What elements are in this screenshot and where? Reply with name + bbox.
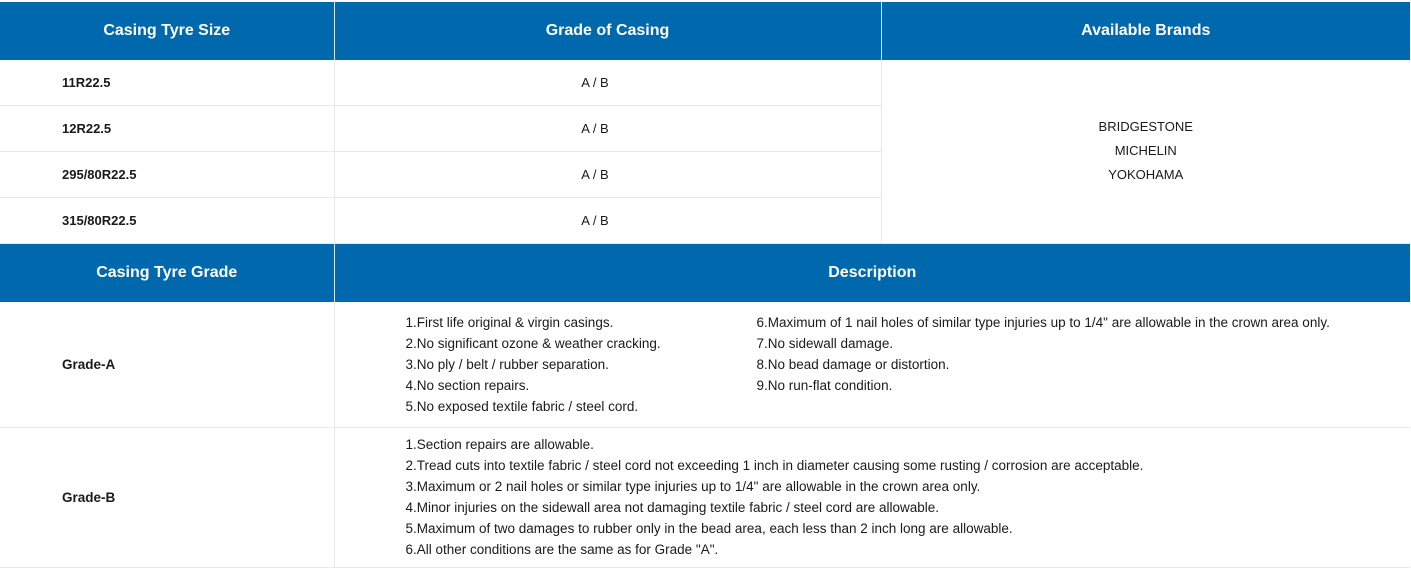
criteria-line: 4.Minor injuries on the sidewall area not damaging textile fabric / steel cord are allowable. [405,500,940,515]
criteria-line: 2.Tread cuts into textile fabric / steel cord not exceeding 1 inch in diameter causing some rusting / corrosion are acceptable. [405,458,1144,473]
grade-b-name: Grade-B [0,427,334,567]
brand-name: YOKOHAMA [1108,166,1184,182]
criteria-line: 5.Maximum of two damages to rubber only in the bead area, each less than 2 inch long are allowable. [405,521,1013,536]
criteria-line: 3.No ply / belt / rubber separation. [405,356,609,372]
tyre-size-cell: 295/80R22.5 [0,152,334,198]
brand-name: MICHELIN [1114,142,1177,158]
header-casing-tyre-grade: Casing Tyre Grade [0,244,334,302]
grade-a-name: Grade-A [0,302,334,427]
criteria-line: 2.No significant ozone & weather cracking. [405,335,661,351]
header-description: Description [334,244,1410,302]
casing-grade-table [0,244,1410,568]
criteria-line: 5.No exposed textile fabric / steel cord. [405,398,639,414]
header-grade-of-casing: Grade of Casing [334,1,881,60]
criteria-line: 8.No bead damage or distortion. [756,356,950,372]
criteria-line: 4.No section repairs. [405,377,530,393]
table-row-grade-a [0,302,1410,427]
size-table-header [0,1,1410,60]
casing-grade-cell: A / B [334,198,881,244]
criteria-line: 3.Maximum or 2 nail holes or similar type injuries up to 1/4" are allowable in the crown area only. [405,479,981,494]
tyre-size-cell: 12R22.5 [0,106,334,152]
casing-grade-cell: A / B [334,106,881,152]
criteria-line: 1.First life original & virgin casings. [405,314,614,330]
criteria-line: 1.Section repairs are allowable. [405,437,594,452]
criteria-line: 7.No sidewall damage. [756,335,894,351]
header-casing-tyre-size: Casing Tyre Size [0,1,334,60]
casing-size-table [0,0,1410,244]
table-row-grade-b [0,427,1410,567]
casing-grade-cell: A / B [334,152,881,198]
casing-grade-cell: A / B [334,60,881,106]
grade-table-header [0,244,1410,302]
grade-a-criteria-col-2 [757,312,1330,417]
criteria-line: 6.All other conditions are the same as for Grade "A". [405,542,719,557]
grade-b-description [334,427,1410,567]
criteria-line: 6.Maximum of 1 nail holes of similar type injuries up to 1/4" are allowable in the crown area only. [756,314,1330,330]
table-row [0,60,1410,106]
brand-name: BRIDGESTONE [1098,118,1193,134]
grade-a-criteria-col-1 [406,312,757,417]
grade-a-description [334,302,1410,427]
tyre-size-cell: 11R22.5 [0,60,334,106]
tyre-size-cell: 315/80R22.5 [0,198,334,244]
header-available-brands: Available Brands [881,1,1410,60]
available-brands-cell [881,60,1410,244]
criteria-line: 9.No run-flat condition. [756,377,893,393]
